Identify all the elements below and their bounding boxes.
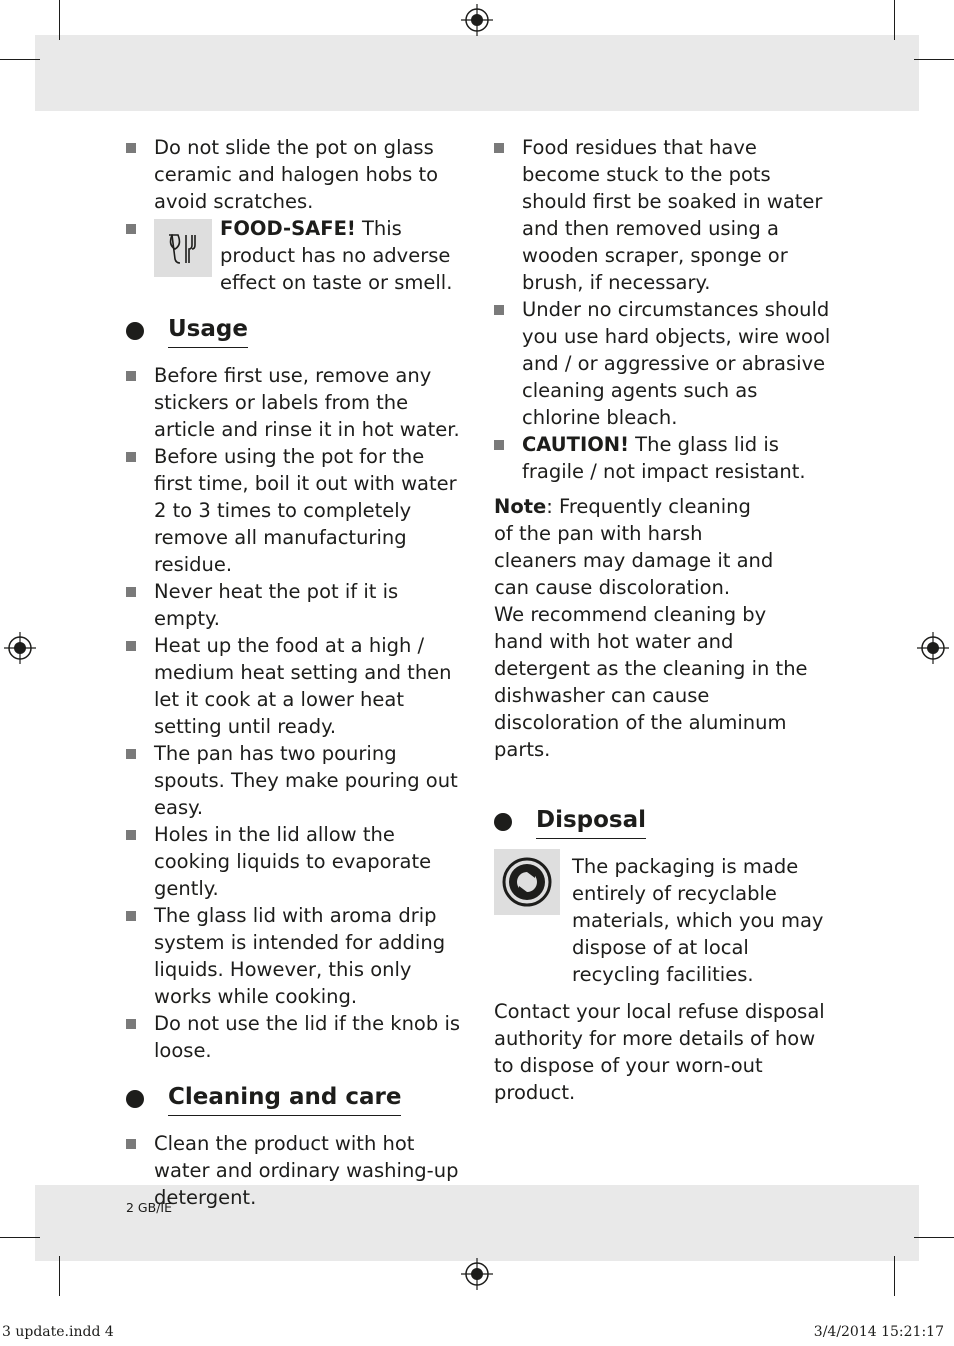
note-paragraph: Note: Frequently cleaning of the pan with harsh cleaners may damage it and can cause discoloration.: [494, 495, 774, 599]
usage-heading: [126, 314, 466, 348]
registration-mark-icon: [4, 632, 36, 664]
bullet-dot-icon: [494, 813, 512, 831]
left-column: [126, 134, 466, 1211]
header-band: [35, 35, 919, 111]
food-safe-text: FOOD-SAFE! This product has no adverse effect on taste or smell.: [220, 217, 453, 294]
packaging-text: The packaging is made entirely of recyclable materials, which you may dispose of at local recycling facilities.: [572, 855, 824, 986]
food-safe-icon: [154, 219, 212, 277]
crop-mark: [0, 1237, 40, 1238]
crop-mark: [914, 1237, 954, 1238]
crop-mark: [914, 59, 954, 60]
section-title: Disposal: [536, 805, 646, 839]
crop-mark: [894, 1256, 895, 1296]
list-item: Do not slide the pot on glass ceramic and halogen hobs to avoid scratches.: [126, 134, 466, 215]
list-item: Food residues that have become stuck to the pots should first be soaked in water and then removed using a wooden scraper, sponge or brush, if necessary.: [494, 134, 839, 296]
list-item: The pan has two pouring spouts. They make pouring out easy.: [126, 740, 466, 821]
contact-text: Contact your local refuse disposal authority for more details of how to dispose of your worn-out product.: [494, 1000, 825, 1104]
list-item: Before first use, remove any stickers or labels from the article and rinse it in hot water.: [126, 362, 466, 443]
list-item: Do not use the lid if the knob is loose.: [126, 1010, 466, 1064]
disposal-packaging: [494, 853, 839, 988]
list-item: Holes in the lid allow the cooking liquids to evaporate gently.: [126, 821, 466, 902]
caution-item: CAUTION! The glass lid is fragile / not impact resistant.: [494, 431, 839, 485]
cleaning-heading: [126, 1082, 466, 1116]
green-dot-recycling-icon: [494, 849, 560, 915]
intro-list: [126, 134, 466, 296]
bullet-dot-icon: [126, 322, 144, 340]
registration-mark-icon: [917, 632, 949, 664]
disposal-heading: [494, 805, 839, 839]
crop-mark: [59, 0, 60, 40]
list-item: Heat up the food at a high / medium heat setting and then let it cook at a lower heat setting until ready.: [126, 632, 466, 740]
registration-mark-icon: [461, 1258, 493, 1290]
right-column: [494, 134, 839, 1106]
list-item: Clean the product with hot water and ordinary washing-up detergent.: [126, 1130, 466, 1211]
page-number: 2 GB/IE: [126, 1200, 172, 1215]
slug-timestamp: 3/4/2014 15:21:17: [813, 1324, 944, 1340]
bullet-dot-icon: [126, 1090, 144, 1108]
crop-mark: [894, 0, 895, 40]
list-item: Never heat the pot if it is empty.: [126, 578, 466, 632]
slug-file: 3 update.indd 4: [2, 1324, 114, 1340]
section-title: Usage: [168, 314, 248, 348]
usage-list: [126, 362, 466, 1064]
note-paragraph-2: We recommend cleaning by hand with hot water and detergent as the cleaning in the dishwasher can cause discoloration of the aluminum parts.: [494, 603, 808, 761]
crop-mark: [59, 1256, 60, 1296]
list-item: The glass lid with aroma drip system is intended for adding liquids. However, this only works while cooking.: [126, 902, 466, 1010]
cleaning-list: [126, 1130, 466, 1211]
list-item: Under no circumstances should you use hard objects, wire wool and / or aggressive or abrasive cleaning agents such as chlorine bleach.: [494, 296, 839, 431]
list-item: Before using the pot for the first time, boil it out with water 2 to 3 times to completely remove all manufacturing residue.: [126, 443, 466, 578]
section-title: Cleaning and care: [168, 1082, 401, 1116]
registration-mark-icon: [461, 4, 493, 36]
care-list: [494, 134, 839, 485]
crop-mark: [0, 59, 40, 60]
food-safe-item: [126, 215, 466, 296]
